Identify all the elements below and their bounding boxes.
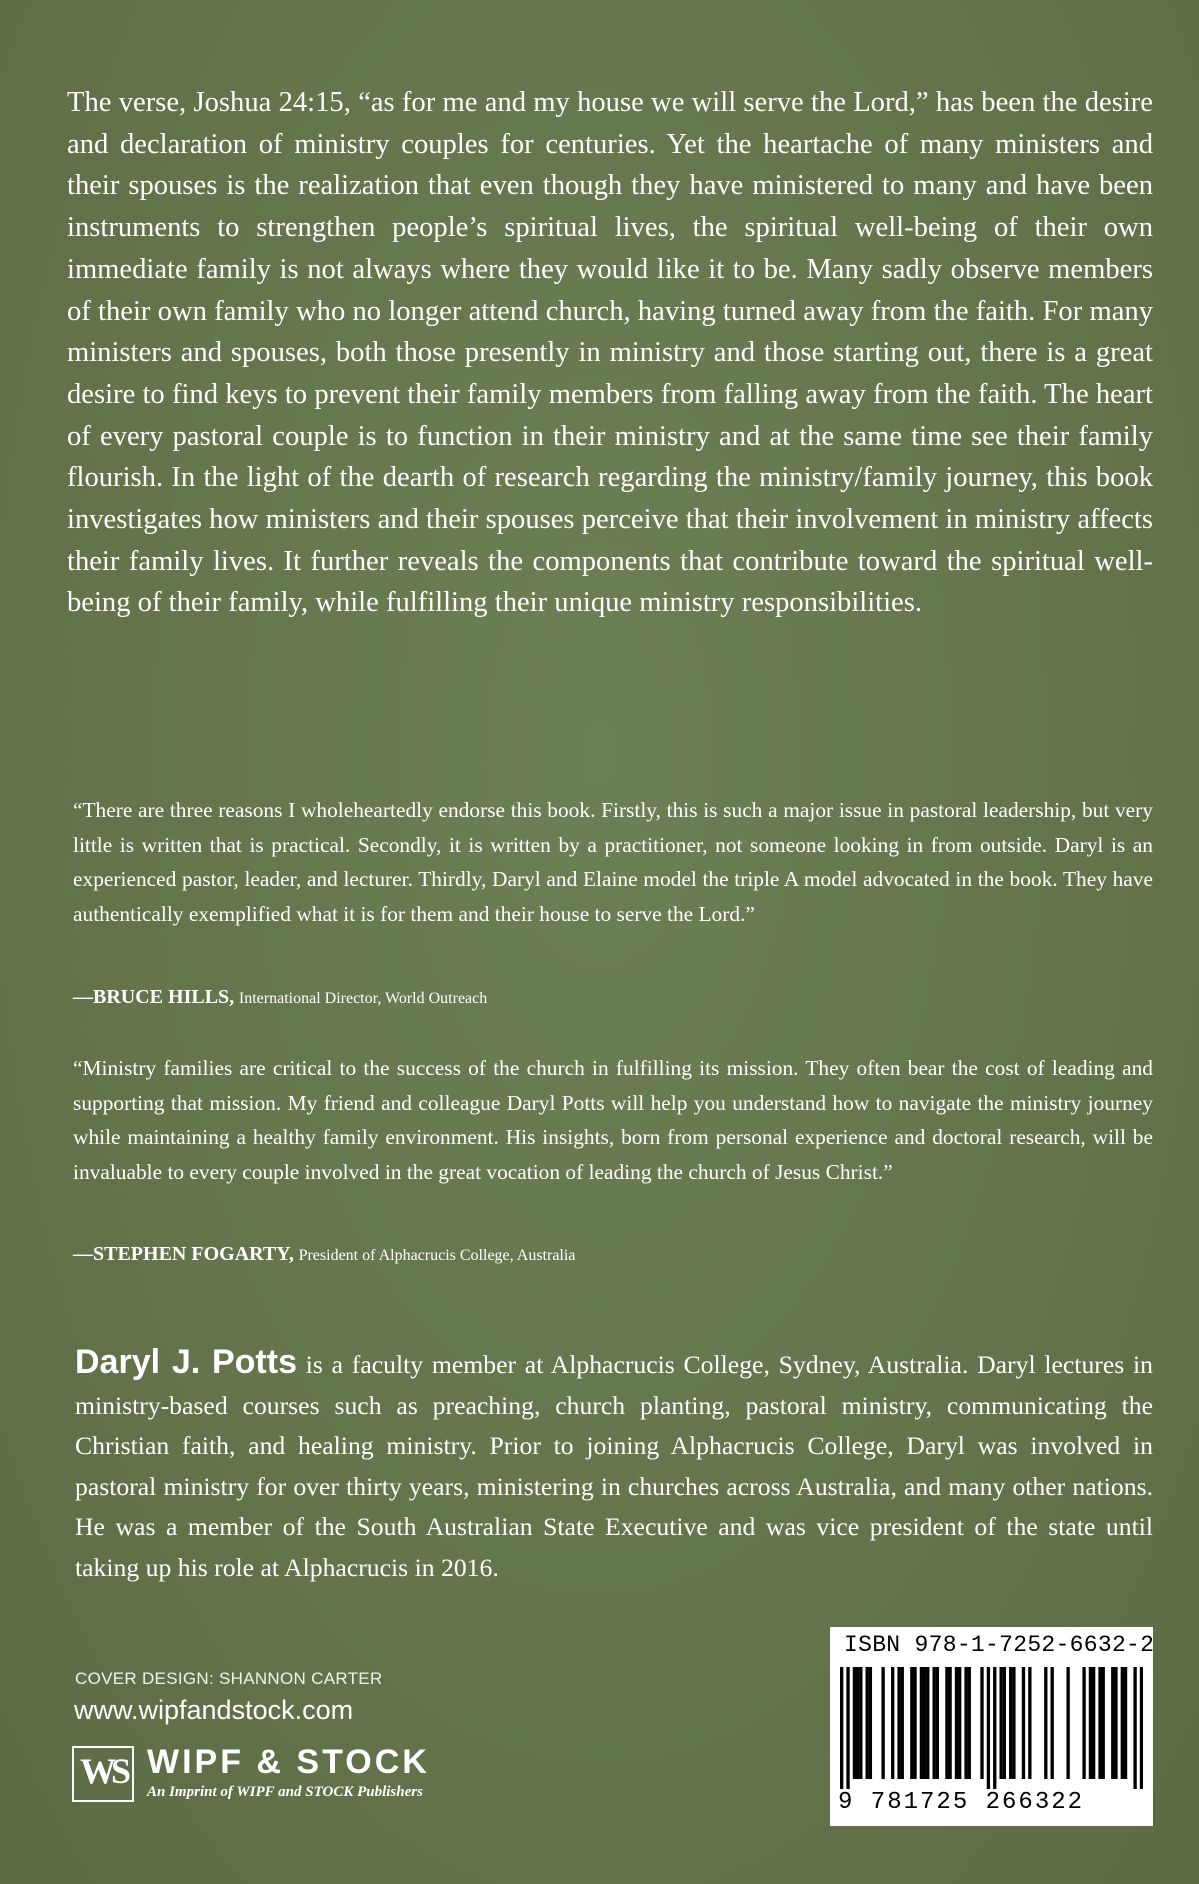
barcode-bar xyxy=(980,1667,983,1779)
barcode-bar xyxy=(1012,1667,1015,1779)
barcode-bar xyxy=(1121,1667,1124,1779)
barcode-bar xyxy=(1098,1667,1101,1779)
endorser-role: President of Alphacrucis College, Australia xyxy=(298,1247,576,1264)
barcode-bar xyxy=(936,1667,939,1779)
book-description: The verse, Joshua 24:15, “as for me and my house we will serve the Lord,” has been the desire and declaration of ministry couples for centuries. Yet the heartache of many ministers and their spouses is the realization that even though they have ministered to many and have been instruments to strengthen people’s spiritual lives, the spiritual well-being of their own immediate family is not always where they would like it to be. Many sadly observe members of their own family who no longer attend church, having turned away from the faith. For many ministers and spouses, both those presently in ministry and those starting out, there is a great desire to find keys to prevent their family members from falling away from the faith. The heart of every pastoral couple is to function in their ministry and at the same time see their family flourish. In the light of the dearth of research regarding the ministry/family journey, this book investigates how ministers and their spouses perceive that their involvement in ministry affects their family lives. It further reveals the components that contribute toward the spiritual well-being of their family, while fulfilling their unique ministry responsibilities. xyxy=(67,87,1153,619)
barcode-bar xyxy=(945,1667,948,1779)
barcode-bar xyxy=(1066,1667,1069,1779)
barcode-bar xyxy=(923,1667,926,1779)
endorser-name: —STEPHEN FOGARTY, xyxy=(73,1243,294,1265)
barcode-bar xyxy=(1124,1667,1127,1779)
endorsement-attribution xyxy=(73,1243,575,1266)
barcode-bar xyxy=(897,1667,900,1779)
barcode-bar xyxy=(846,1667,849,1789)
barcode-bar xyxy=(1022,1667,1025,1779)
barcode-bar xyxy=(1114,1667,1117,1779)
author-bio-text: is a faculty member at Alphacrucis College, Sydney, Australia. Daryl lectures in ministry-based courses such as preaching, church planting, pastoral ministry, communicating the Christian faith, and healing ministry. Prior to joining Alphacrucis College, Daryl was involved in pastoral ministry for over thirty years, ministering in churches across Australia, and many other nations. He was a member of the South Australian State Executive and was vice president of the state until taking up his role at Alphacrucis in 2016. xyxy=(75,1350,1153,1582)
barcode-bar xyxy=(1028,1667,1031,1779)
publisher-website: www.wipfandstock.com xyxy=(74,1695,354,1725)
barcode-bar xyxy=(866,1667,869,1779)
barcode-bar xyxy=(881,1667,884,1779)
barcode-bar xyxy=(958,1667,961,1779)
barcode-bar xyxy=(853,1667,856,1779)
barcode-digits: 9 781725 266322 xyxy=(838,1789,1085,1816)
barcode-bar xyxy=(968,1667,971,1779)
barcode-bar xyxy=(932,1667,935,1779)
barcode-bar xyxy=(1051,1667,1054,1779)
endorser-role: International Director, World Outreach xyxy=(238,990,488,1007)
barcode-bar xyxy=(955,1667,958,1779)
barcode-bar xyxy=(910,1667,913,1779)
barcode-bar xyxy=(920,1667,923,1779)
publisher-name: WIPF & STOCK xyxy=(147,1743,430,1781)
barcode-bar xyxy=(1003,1667,1006,1779)
barcode-bar xyxy=(948,1667,951,1779)
barcode-bar xyxy=(856,1667,859,1779)
endorsement-quote: “Ministry families are critical to the success of the church in fulfilling its mission. They often bear the cost of leading and supporting that mission. My friend and colleague Daryl Potts will help you understand how to navigate the ministry journey while maintaining a healthy family environment. His insights, born from personal experience and doctoral research, will be invaluable to every couple involved in the great vocation of leading the church of Jesus Christ.” xyxy=(73,1056,1153,1184)
cover-design-credit: COVER DESIGN: SHANNON CARTER xyxy=(75,1669,383,1688)
endorsement-attribution xyxy=(73,986,487,1009)
isbn-barcode xyxy=(830,1627,1153,1826)
barcode-bar xyxy=(1044,1667,1047,1779)
barcode-bar xyxy=(859,1667,862,1779)
barcode-bar xyxy=(869,1667,872,1779)
author-bio xyxy=(75,1342,1153,1588)
barcode-bar xyxy=(901,1667,904,1779)
barcode-bar xyxy=(1089,1667,1092,1779)
barcode-bar xyxy=(1092,1667,1095,1779)
barcode-bar xyxy=(913,1667,916,1779)
barcode-bar xyxy=(1133,1667,1136,1789)
barcode-bar xyxy=(1102,1667,1105,1779)
barcode-bar xyxy=(1082,1667,1085,1779)
barcode-bar xyxy=(999,1667,1002,1779)
barcode-bar xyxy=(987,1667,990,1789)
barcode-bar xyxy=(1140,1667,1143,1789)
publisher-tagline: An Imprint of WIPF and STOCK Publishers xyxy=(147,1784,423,1800)
barcode-bars xyxy=(840,1667,1143,1789)
author-name: Daryl J. Potts xyxy=(75,1343,297,1381)
barcode-bar xyxy=(964,1667,967,1779)
ws-logo-icon: WS xyxy=(72,1746,134,1802)
barcode-bar xyxy=(840,1667,843,1789)
barcode-bar xyxy=(891,1667,894,1779)
barcode-bar xyxy=(926,1667,929,1779)
publisher-logo xyxy=(72,1743,512,1806)
barcode-bar xyxy=(1111,1667,1114,1779)
barcode-bar xyxy=(1009,1667,1012,1779)
barcode-bar xyxy=(993,1667,996,1789)
isbn-label: ISBN 978-1-7252-6632-2 xyxy=(844,1632,1155,1658)
endorser-name: —BRUCE HILLS, xyxy=(73,986,235,1008)
endorsement-quote: “There are three reasons I wholeheartedly endorse this book. Firstly, this is such a major issue in pastoral leadership, but very little is written that is practical. Secondly, it is written by a practitioner, not someone looking in from outside. Daryl is an experienced pastor, leader, and lecturer. Thirdly, Daryl and Elaine model the triple A model advocated in the book. They have authentically exemplified what it is for them and their house to serve the Lord.” xyxy=(73,798,1153,926)
